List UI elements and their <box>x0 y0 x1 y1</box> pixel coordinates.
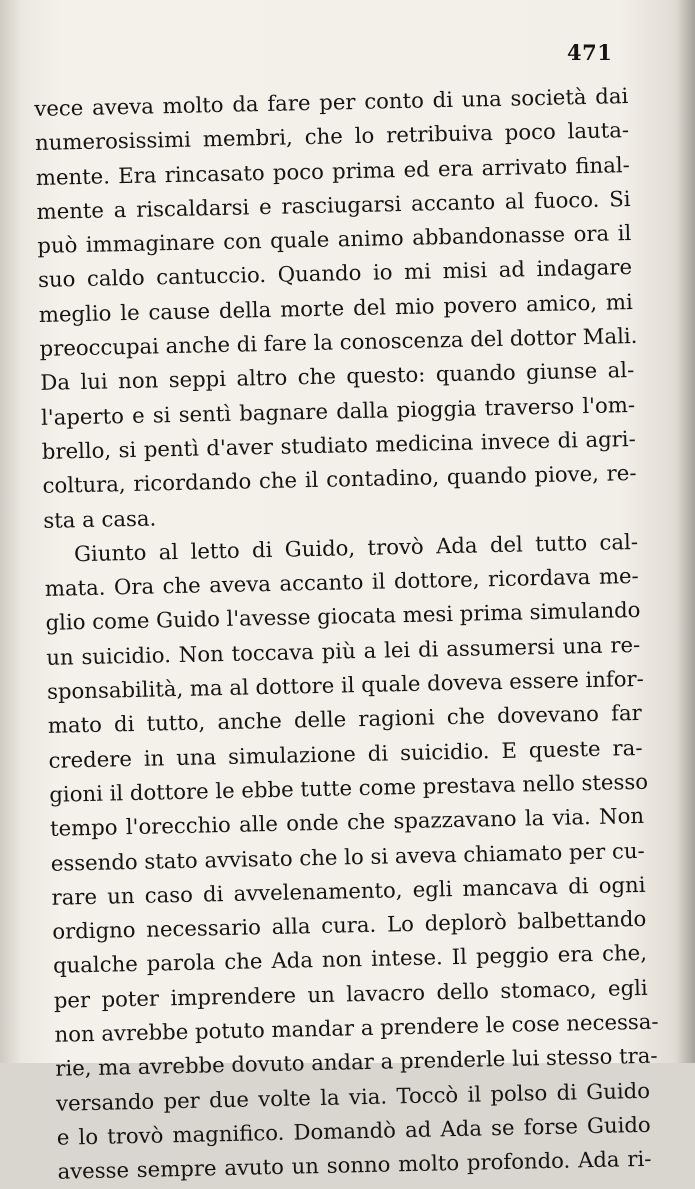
text-line: non avrebbe potuto mandar a prendere le cose necessa- <box>54 1008 659 1047</box>
text-line: qualche parola che Ada non intese. Il peggio era che, <box>52 940 648 979</box>
text-line: Da lui non seppi altro che questo: quando giunse al- <box>40 357 635 396</box>
text-line: un suicidio. Non toccava più a lei di assumersi una re- <box>46 631 641 670</box>
text-line: coltura, ricordando che il contadino, quando piove, re- <box>42 460 637 499</box>
text-line: mente. Era rincasato poco prima ed era arrivato final- <box>35 151 630 190</box>
text-line: preoccupai anche di fare la conoscenza del dottor Mali. <box>39 322 638 362</box>
text-line: può immaginare con quale animo abbandonasse ora il <box>37 220 632 259</box>
text-line: credere in una simulazione di suicidio. E queste ra- <box>48 734 643 773</box>
paragraph-first-line: Giunto al letto di Guido, trovò Ada del tutto cal- <box>73 528 639 567</box>
text-line: rie, ma avrebbe dovuto andar a prenderle lui stesso tra- <box>55 1042 658 1082</box>
page-edge-shadow <box>677 0 695 1063</box>
text-line: glio come Guido l'avesse giocata mesi prima simulando <box>45 597 641 636</box>
text-line: e lo trovò magnifico. Domandò ad Ada se forse Guido <box>56 1111 651 1150</box>
text-line: essendo stato avvisato che lo si aveva chiamato per cu- <box>50 837 645 876</box>
text-line: numerosissimi membri, che lo retribuiva poco lauta- <box>34 117 630 156</box>
text-line: sponsabilità, ma al dottore il quale doveva essere infor- <box>46 665 645 704</box>
text-line: gioni il dottore le ebbe tutte come prestava nello stesso <box>49 768 649 807</box>
text-line: mente a riscaldarsi e rasciugarsi accanto al fuoco. Si <box>36 185 631 224</box>
text-line: rare un caso di avvelenamento, egli mancava di ogni <box>51 871 646 910</box>
text-line: sta a casa. <box>43 505 157 533</box>
text-line: vece aveva molto da fare per conto di una società dai <box>34 83 629 121</box>
text-line: versando per due volte la via. Toccò il polso di Guido <box>55 1077 651 1116</box>
text-line: tempo l'orecchio alle onde che spazzavano la via. Non <box>49 803 645 842</box>
text-line: ordigno necessario alla cura. Lo deplorò balbettando <box>52 905 647 944</box>
body-text <box>34 79 659 1189</box>
text-line: mato di tutto, anche delle ragioni che dovevano far <box>47 700 642 739</box>
page-number: 471 <box>567 40 613 65</box>
text-line: per poter imprendere un lavacro dello stomaco, egli <box>53 974 648 1013</box>
text-line: mata. Ora che aveva accanto il dottore, ricordava me- <box>44 563 639 602</box>
text-line: l'aperto e si sentì bagnare dalla pioggia traverso l'om- <box>40 391 636 430</box>
text-line: suo caldo cantuccio. Quando io mi misi ad indagare <box>37 254 633 293</box>
text-line: avesse sempre avuto un sonno molto profondo. Ada ri- <box>57 1145 652 1184</box>
text-line: brello, si pentì d'aver studiato medicina invece di agri- <box>41 425 636 464</box>
text-line: meglio le cause della morte del mio povero amico, mi <box>38 288 633 327</box>
